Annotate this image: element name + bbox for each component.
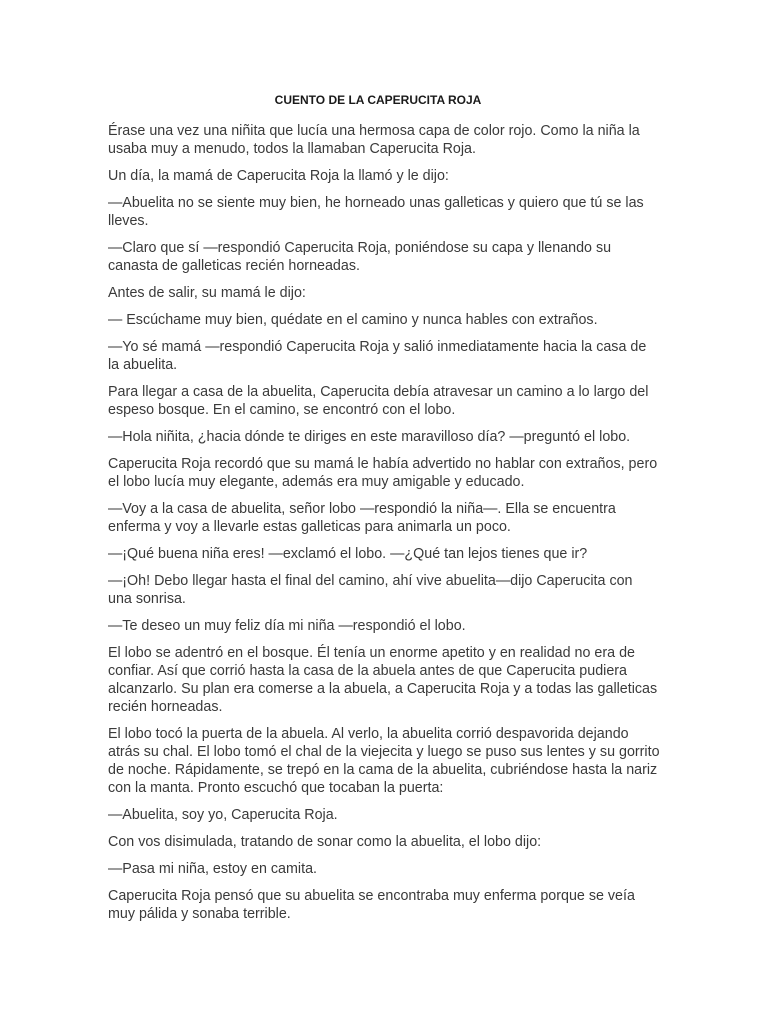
paragraph: —¡Oh! Debo llegar hasta el final del camino, ahí vive abuelita—dijo Caperucita con una sonrisa.: [108, 573, 633, 607]
paragraph: Para llegar a casa de la abuelita, Caperucita debía atravesar un camino a lo largo del espeso bosque. En el camino, se encontró con el lobo.: [108, 384, 649, 418]
paragraph: —Hola niñita, ¿hacia dónde te diriges en este maravilloso día? —preguntó el lobo.: [108, 429, 631, 445]
paragraph: El lobo tocó la puerta de la abuela. Al verlo, la abuelita corrió despavorida dejando atrás su chal. El lobo tomó el chal de la viejecita y luego se puso sus lentes y su gorrito de noche. Rápidamente, se trepó en la cama de la abuelita, cubriéndose hasta la nariz con la manta. Pronto escuchó que tocaban la puerta:: [108, 726, 660, 796]
paragraph: —Yo sé mamá —respondió Caperucita Roja y salió inmediatamente hacia la casa de la abuelita.: [108, 339, 647, 373]
paragraph: —Pasa mi niña, estoy en camita.: [108, 861, 317, 877]
paragraph: Con vos disimulada, tratando de sonar como la abuelita, el lobo dijo:: [108, 834, 542, 850]
paragraph: Caperucita Roja pensó que su abuelita se encontraba muy enferma porque se veía muy pálida y sonaba terrible.: [108, 888, 635, 922]
paragraph: Antes de salir, su mamá le dijo:: [108, 285, 306, 301]
paragraph: —¡Qué buena niña eres! —exclamó el lobo. —¿Qué tan lejos tienes que ir?: [108, 546, 588, 562]
paragraph: —Te deseo un muy feliz día mi niña —respondió el lobo.: [108, 618, 466, 634]
document-title: CUENTO DE LA CAPERUCITA ROJA: [274, 93, 482, 107]
paragraph: El lobo se adentró en el bosque. Él tenía un enorme apetito y en realidad no era de confiar. Así que corrió hasta la casa de la abuela antes de que Caperucita pudiera alcanzarlo. Su plan era comerse a la abuela, a Caperucita Roja y a todas las galleticas recién horneadas.: [108, 645, 658, 715]
paragraph: — Escúchame muy bien, quédate en el camino y nunca hables con extraños.: [108, 312, 598, 328]
paragraph: Un día, la mamá de Caperucita Roja la llamó y le dijo:: [108, 168, 449, 184]
paragraph: —Claro que sí —respondió Caperucita Roja, poniéndose su capa y llenando su canasta de galleticas recién horneadas.: [108, 240, 612, 274]
paragraph: —Abuelita no se siente muy bien, he horneado unas galleticas y quiero que tú se las lleves.: [108, 195, 644, 229]
paragraph: —Abuelita, soy yo, Caperucita Roja.: [108, 807, 338, 823]
paragraph: Caperucita Roja recordó que su mamá le había advertido no hablar con extraños, pero el lobo lucía muy elegante, además era muy amigable y educado.: [108, 456, 658, 490]
paragraph: Érase una vez una niñita que lucía una hermosa capa de color rojo. Como la niña la usaba muy a menudo, todos la llamaban Caperucita Roja.: [108, 123, 640, 157]
paragraph: —Voy a la casa de abuelita, señor lobo —respondió la niña—. Ella se encuentra enferma y voy a llevarle estas galleticas para animarla un poco.: [108, 501, 616, 535]
